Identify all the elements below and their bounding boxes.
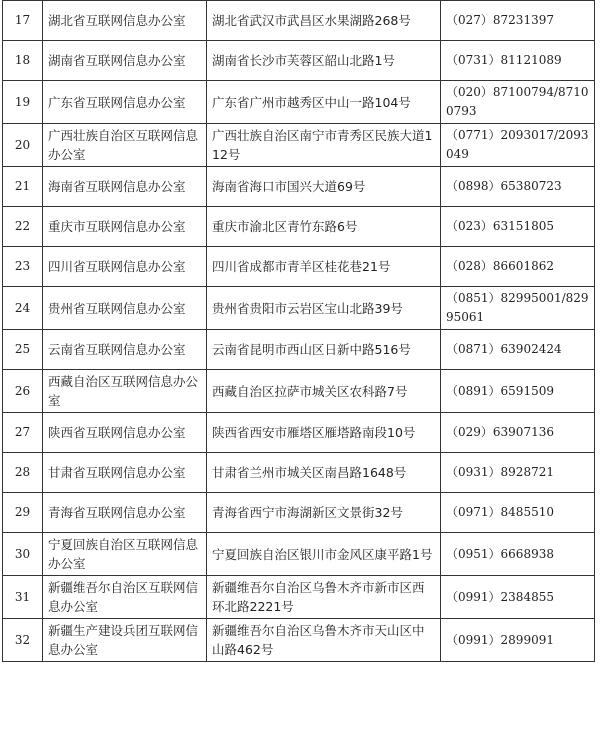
office-name-cell: 海南省互联网信息办公室	[43, 167, 207, 207]
address-cell: 甘肃省兰州市城关区南昌路1648号	[207, 453, 441, 493]
office-name-cell: 西藏自治区互联网信息办公室	[43, 370, 207, 413]
office-name-cell: 四川省互联网信息办公室	[43, 247, 207, 287]
office-name-cell: 宁夏回族自治区互联网信息办公室	[43, 533, 207, 576]
address-cell: 贵州省贵阳市云岩区宝山北路39号	[207, 287, 441, 330]
row-number-cell: 21	[3, 167, 43, 207]
office-name-cell: 广东省互联网信息办公室	[43, 81, 207, 124]
row-number-cell: 25	[3, 330, 43, 370]
phone-cell: （0971）8485510	[441, 493, 595, 533]
address-cell: 云南省昆明市西山区日新中路516号	[207, 330, 441, 370]
table-row	[3, 247, 595, 287]
table-row	[3, 207, 595, 247]
phone-cell: （0731）81121089	[441, 41, 595, 81]
office-name-cell: 云南省互联网信息办公室	[43, 330, 207, 370]
phone-cell: （0771）2093017/2093049	[441, 124, 595, 167]
row-number-cell: 19	[3, 81, 43, 124]
phone-cell: （0891）6591509	[441, 370, 595, 413]
phone-cell: （029）63907136	[441, 413, 595, 453]
row-number-cell: 28	[3, 453, 43, 493]
table-row	[3, 81, 595, 124]
address-cell: 广东省广州市越秀区中山一路104号	[207, 81, 441, 124]
row-number-cell: 22	[3, 207, 43, 247]
office-name-cell: 湖南省互联网信息办公室	[43, 41, 207, 81]
row-number-cell: 23	[3, 247, 43, 287]
table-row	[3, 1, 595, 41]
row-number-cell: 31	[3, 576, 43, 619]
phone-cell: （0931）8928721	[441, 453, 595, 493]
phone-cell: （027）87231397	[441, 1, 595, 41]
office-name-cell: 重庆市互联网信息办公室	[43, 207, 207, 247]
address-cell: 陕西省西安市雁塔区雁塔路南段10号	[207, 413, 441, 453]
table-body	[3, 1, 595, 662]
table-row	[3, 287, 595, 330]
row-number-cell: 17	[3, 1, 43, 41]
table-row	[3, 576, 595, 619]
address-cell: 新疆维吾尔自治区乌鲁木齐市天山区中山路462号	[207, 619, 441, 662]
table-row	[3, 619, 595, 662]
table-row	[3, 167, 595, 207]
row-number-cell: 26	[3, 370, 43, 413]
row-number-cell: 30	[3, 533, 43, 576]
address-cell: 青海省西宁市海湖新区文景街32号	[207, 493, 441, 533]
address-cell: 湖北省武汉市武昌区水果湖路268号	[207, 1, 441, 41]
table-row	[3, 330, 595, 370]
address-cell: 重庆市渝北区青竹东路6号	[207, 207, 441, 247]
phone-cell: （0951）6668938	[441, 533, 595, 576]
address-cell: 海南省海口市国兴大道69号	[207, 167, 441, 207]
row-number-cell: 20	[3, 124, 43, 167]
phone-cell: （028）86601862	[441, 247, 595, 287]
table-row	[3, 370, 595, 413]
office-name-cell: 广西壮族自治区互联网信息办公室	[43, 124, 207, 167]
phone-cell: （020）87100794/87100793	[441, 81, 595, 124]
office-name-cell: 新疆维吾尔自治区互联网信息办公室	[43, 576, 207, 619]
table-row	[3, 493, 595, 533]
office-name-cell: 青海省互联网信息办公室	[43, 493, 207, 533]
address-cell: 西藏自治区拉萨市城关区农科路7号	[207, 370, 441, 413]
address-cell: 湖南省长沙市芙蓉区韶山北路1号	[207, 41, 441, 81]
table-row	[3, 413, 595, 453]
office-name-cell: 新疆生产建设兵团互联网信息办公室	[43, 619, 207, 662]
row-number-cell: 32	[3, 619, 43, 662]
office-directory-table	[2, 0, 595, 662]
phone-cell: （0898）65380723	[441, 167, 595, 207]
address-cell: 四川省成都市青羊区桂花巷21号	[207, 247, 441, 287]
row-number-cell: 24	[3, 287, 43, 330]
row-number-cell: 27	[3, 413, 43, 453]
office-name-cell: 湖北省互联网信息办公室	[43, 1, 207, 41]
address-cell: 广西壮族自治区南宁市青秀区民族大道112号	[207, 124, 441, 167]
phone-cell: （0991）2899091	[441, 619, 595, 662]
row-number-cell: 18	[3, 41, 43, 81]
phone-cell: （0851）82995001/82995061	[441, 287, 595, 330]
office-name-cell: 陕西省互联网信息办公室	[43, 413, 207, 453]
phone-cell: （0991）2384855	[441, 576, 595, 619]
office-name-cell: 贵州省互联网信息办公室	[43, 287, 207, 330]
table-row	[3, 533, 595, 576]
phone-cell: （023）63151805	[441, 207, 595, 247]
table-row	[3, 41, 595, 81]
address-cell: 新疆维吾尔自治区乌鲁木齐市新市区西环北路2221号	[207, 576, 441, 619]
office-name-cell: 甘肃省互联网信息办公室	[43, 453, 207, 493]
table-row	[3, 124, 595, 167]
phone-cell: （0871）63902424	[441, 330, 595, 370]
row-number-cell: 29	[3, 493, 43, 533]
table-row	[3, 453, 595, 493]
address-cell: 宁夏回族自治区银川市金风区康平路1号	[207, 533, 441, 576]
